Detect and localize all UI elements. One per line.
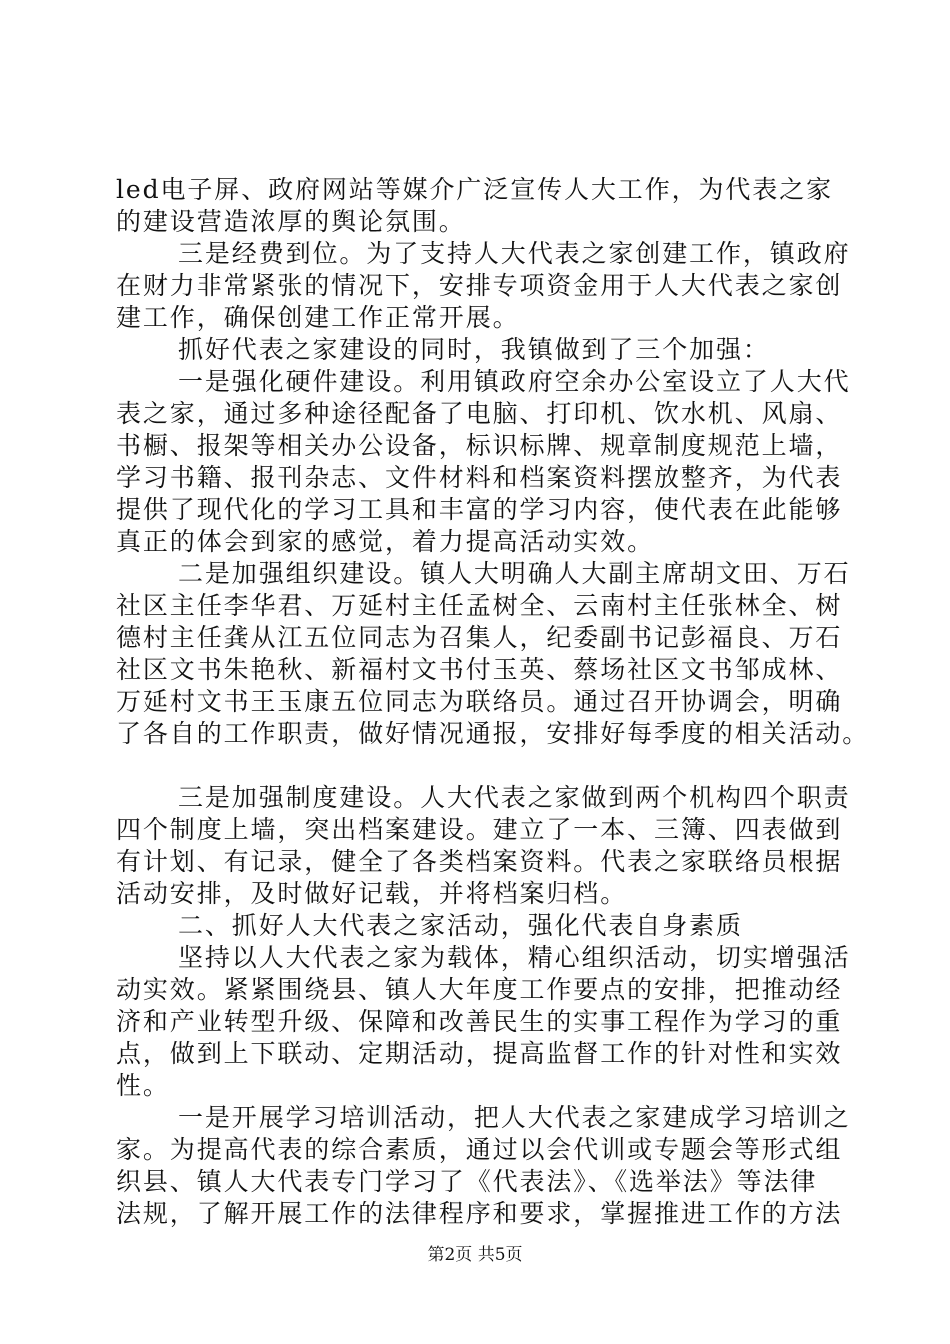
paragraph-line: 抓好代表之家建设的同时，我镇做到了三个加强：	[178, 335, 770, 364]
paragraph-line: 在财力非常紧张的情况下，安排专项资金用于人大代表之家创	[116, 271, 843, 300]
paragraph-line: 济和产业转型升级、保障和改善民生的实事工程作为学习的重	[116, 1007, 843, 1036]
paragraph-line: 一是开展学习培训活动，把人大代表之家建成学习培训之	[178, 1103, 851, 1132]
paragraph-line: 三是经费到位。为了支持人大代表之家创建工作，镇政府	[178, 239, 851, 268]
paragraph-line: 提供了现代化的学习工具和丰富的学习内容，使代表在此能够	[116, 495, 843, 524]
paragraph-line: 学习书籍、报刊杂志、文件材料和档案资料摆放整齐，为代表	[116, 463, 843, 492]
paragraph-line: 法规，了解开展工作的法律程序和要求，掌握推进工作的方法	[116, 1199, 843, 1228]
paragraph-line: 织县、镇人大代表专门学习了《代表法》、《选举法》等法律	[116, 1167, 818, 1196]
paragraph-line: 建工作，确保创建工作正常开展。	[116, 303, 520, 332]
paragraph-line: 一是强化硬件建设。利用镇政府空余办公室设立了人大代	[178, 367, 851, 396]
paragraph-line: 有计划、有记录，健全了各类档案资料。代表之家联络员根据	[116, 847, 843, 876]
paragraph-line: led电子屏、政府网站等媒介广泛宣传人大工作，为代表之家	[116, 175, 833, 204]
paragraph-line: 万延村文书王玉康五位同志为联络员。通过召开协调会，明确	[116, 687, 843, 716]
paragraph-line: 表之家，通过多种途径配备了电脑、打印机、饮水机、风扇、	[116, 399, 843, 428]
paragraph-line: 四个制度上墙，突出档案建设。建立了一本、三簿、四表做到	[116, 815, 843, 844]
paragraph-line: 真正的体会到家的感觉，着力提高活动实效。	[116, 527, 655, 556]
paragraph-line: 社区主任李华君、万延村主任孟树全、云南村主任张林全、树	[116, 591, 843, 620]
paragraph-line: 书橱、报架等相关办公设备，标识标牌、规章制度规范上墙，	[116, 431, 843, 460]
paragraph-line: 社区文书朱艳秋、新福村文书付玉英、蔡场社区文书邹成林、	[116, 655, 843, 684]
paragraph-line: 的建设营造浓厚的舆论氛围。	[116, 207, 466, 236]
paragraph-line: 了各自的工作职责，做好情况通报，安排好每季度的相关活动。	[116, 719, 870, 748]
paragraph-line: 点，做到上下联动、定期活动，提高监督工作的针对性和实效	[116, 1039, 843, 1068]
paragraph-line: 活动安排，及时做好记载，并将档案归档。	[116, 879, 628, 908]
paragraph-line: 性。	[116, 1071, 170, 1100]
section-heading: 二、抓好人大代表之家活动，强化代表自身素质	[178, 911, 743, 940]
paragraph-line: 动实效。紧紧围绕县、镇人大年度工作要点的安排，把推动经	[116, 975, 843, 1004]
paragraph-line: 三是加强制度建设。人大代表之家做到两个机构四个职责	[178, 783, 851, 812]
paragraph-line: 家。为提高代表的综合素质，通过以会代训或专题会等形式组	[116, 1135, 843, 1164]
page-number: 第2页 共5页	[427, 1245, 523, 1265]
paragraph-line: 德村主任龚从江五位同志为召集人，纪委副书记彭福良、万石	[116, 623, 843, 652]
paragraph-line: 坚持以人大代表之家为载体，精心组织活动，切实增强活	[178, 943, 851, 972]
paragraph-line: 二是加强组织建设。镇人大明确人大副主席胡文田、万石	[178, 559, 851, 588]
